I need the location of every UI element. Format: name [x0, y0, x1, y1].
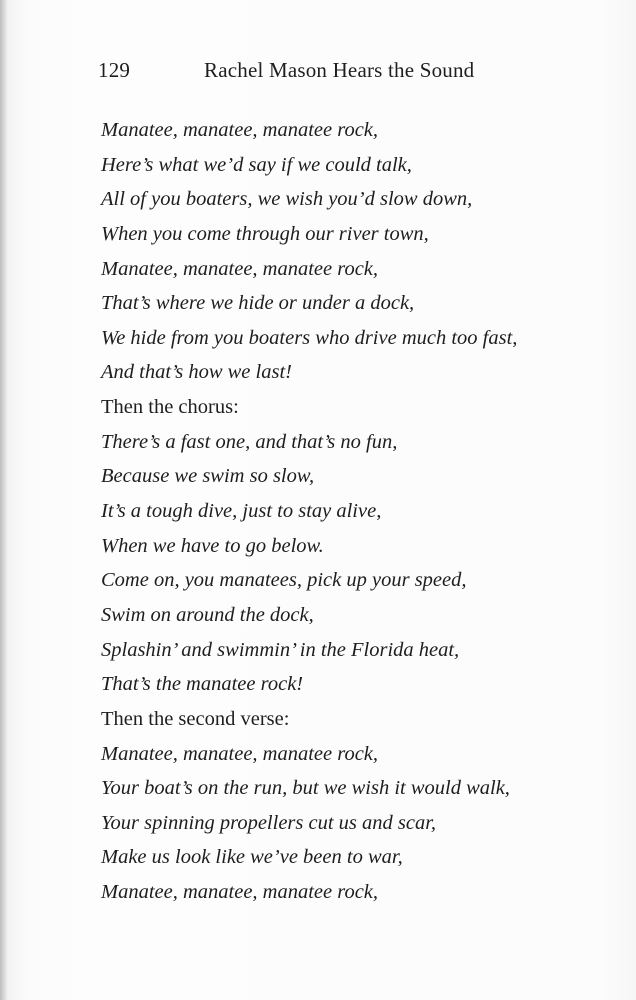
lyric-line: We hide from you boaters who drive much too fast,	[101, 326, 518, 349]
page-number: 129	[98, 58, 131, 82]
lyric-line: Manatee, manatee, manatee rock,	[101, 257, 379, 280]
lyric-line: Manatee, manatee, manatee rock,	[101, 742, 379, 765]
lyric-line: That’s the manatee rock!	[101, 673, 304, 696]
lyric-line: Manatee, manatee, manatee rock,	[101, 119, 379, 141]
lyric-line: When we have to go below.	[101, 534, 324, 557]
lyric-line: Your boat’s on the run, but we wish it would walk,	[101, 777, 510, 800]
narration-line: Then the chorus:	[101, 396, 239, 419]
running-title: Rachel Mason Hears the Sound	[204, 58, 475, 82]
lyric-line: Here’s what we’d say if we could talk,	[101, 153, 412, 176]
lyric-line: Come on, you manatees, pick up your speed,	[101, 569, 467, 592]
narration-line: Then the second verse:	[101, 707, 290, 730]
lyric-line: Your spinning propellers cut us and scar,	[101, 811, 437, 834]
lyric-line: It’s a tough dive, just to stay alive,	[101, 500, 382, 523]
song-lyrics	[101, 118, 601, 915]
lyric-line: Manatee, manatee, manatee rock,	[101, 881, 379, 904]
book-spine-shadow	[0, 0, 7, 1000]
lyric-line: All of you boaters, we wish you’d slow down,	[101, 188, 473, 211]
lyric-line: Make us look like we’ve been to war,	[101, 846, 403, 869]
lyric-line: Because we swim so slow,	[101, 465, 315, 488]
lyric-line: Splashin’ and swimmin’ in the Florida heat,	[101, 638, 460, 661]
lyric-line: That’s where we hide or under a dock,	[101, 292, 415, 315]
lyric-line: There’s a fast one, and that’s no fun,	[101, 430, 398, 453]
lyric-line: When you come through our river town,	[101, 222, 429, 245]
page-header	[0, 58, 636, 84]
lyric-line: And that’s how we last!	[101, 361, 292, 384]
lyric-line: Swim on around the dock,	[101, 603, 314, 626]
